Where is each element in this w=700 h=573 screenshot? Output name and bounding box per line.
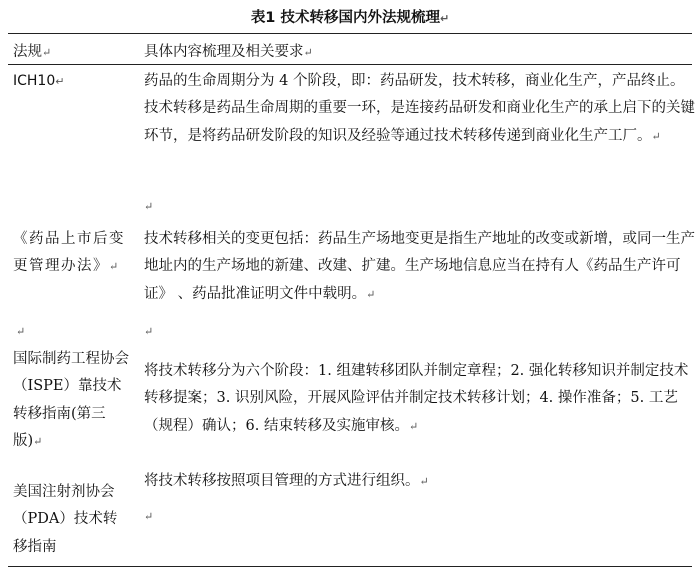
- header-content: 具体内容梳理及相关要求↵: [144, 44, 313, 60]
- table-bottom-rule: [8, 566, 692, 567]
- row-2-content: 技术转移相关的变更包括：药品生产场地变更是指生产地址的改变或新增，或同一生产地址内的生产场地的新建、改建、扩建。生产场地信息应当在持有人《药品生产许可证》 、药品批准证明文件中载明。↵: [144, 231, 695, 302]
- header-law: 法规↵: [13, 44, 52, 60]
- row-1-content: 药品的生命周期分为 4 个阶段，即：药品研发，技术转移，商业化生产，产品终止。技术转移是药品生命周期的重要一环，是连接药品研发和商业化生产的承上启下的关键环节，是将药品研发阶段的知识及经验等通过技术转移传递到商业化生产工厂。↵: [144, 73, 695, 144]
- header-bottom-rule: [8, 64, 692, 65]
- table-top-rule: [8, 33, 692, 34]
- blank-paragraph-mark: ↵: [16, 325, 26, 338]
- row-3-law: 国际制药工程协会（ISPE）靠技术转移指南(第三版)↵: [13, 351, 129, 449]
- table-title: 表1 技术转移国内外法规梳理↵: [250, 10, 450, 26]
- row-4-law: 美国注射剂协会（PDA）技术转移指南: [13, 484, 118, 555]
- row-3-content: 将技术转移分为六个阶段：1. 组建转移团队并制定章程；2. 强化转移知识并制定技术转移提案；3. 识别风险，开展风险评估并制定技术转移计划；4. 操作准备；5. 工艺（规程）确认；6. 结束转移及实施审核。↵: [144, 363, 689, 434]
- row-2-law: 《药品上市后变更管理办法》↵: [13, 231, 125, 275]
- blank-paragraph-mark: ↵: [144, 510, 154, 523]
- blank-paragraph-mark: ↵: [144, 200, 154, 213]
- row-4-content: 将技术转移按照项目管理的方式进行组织。↵: [144, 473, 429, 489]
- row-1-law: ICH10↵: [13, 73, 65, 89]
- blank-paragraph-mark: ↵: [144, 325, 154, 338]
